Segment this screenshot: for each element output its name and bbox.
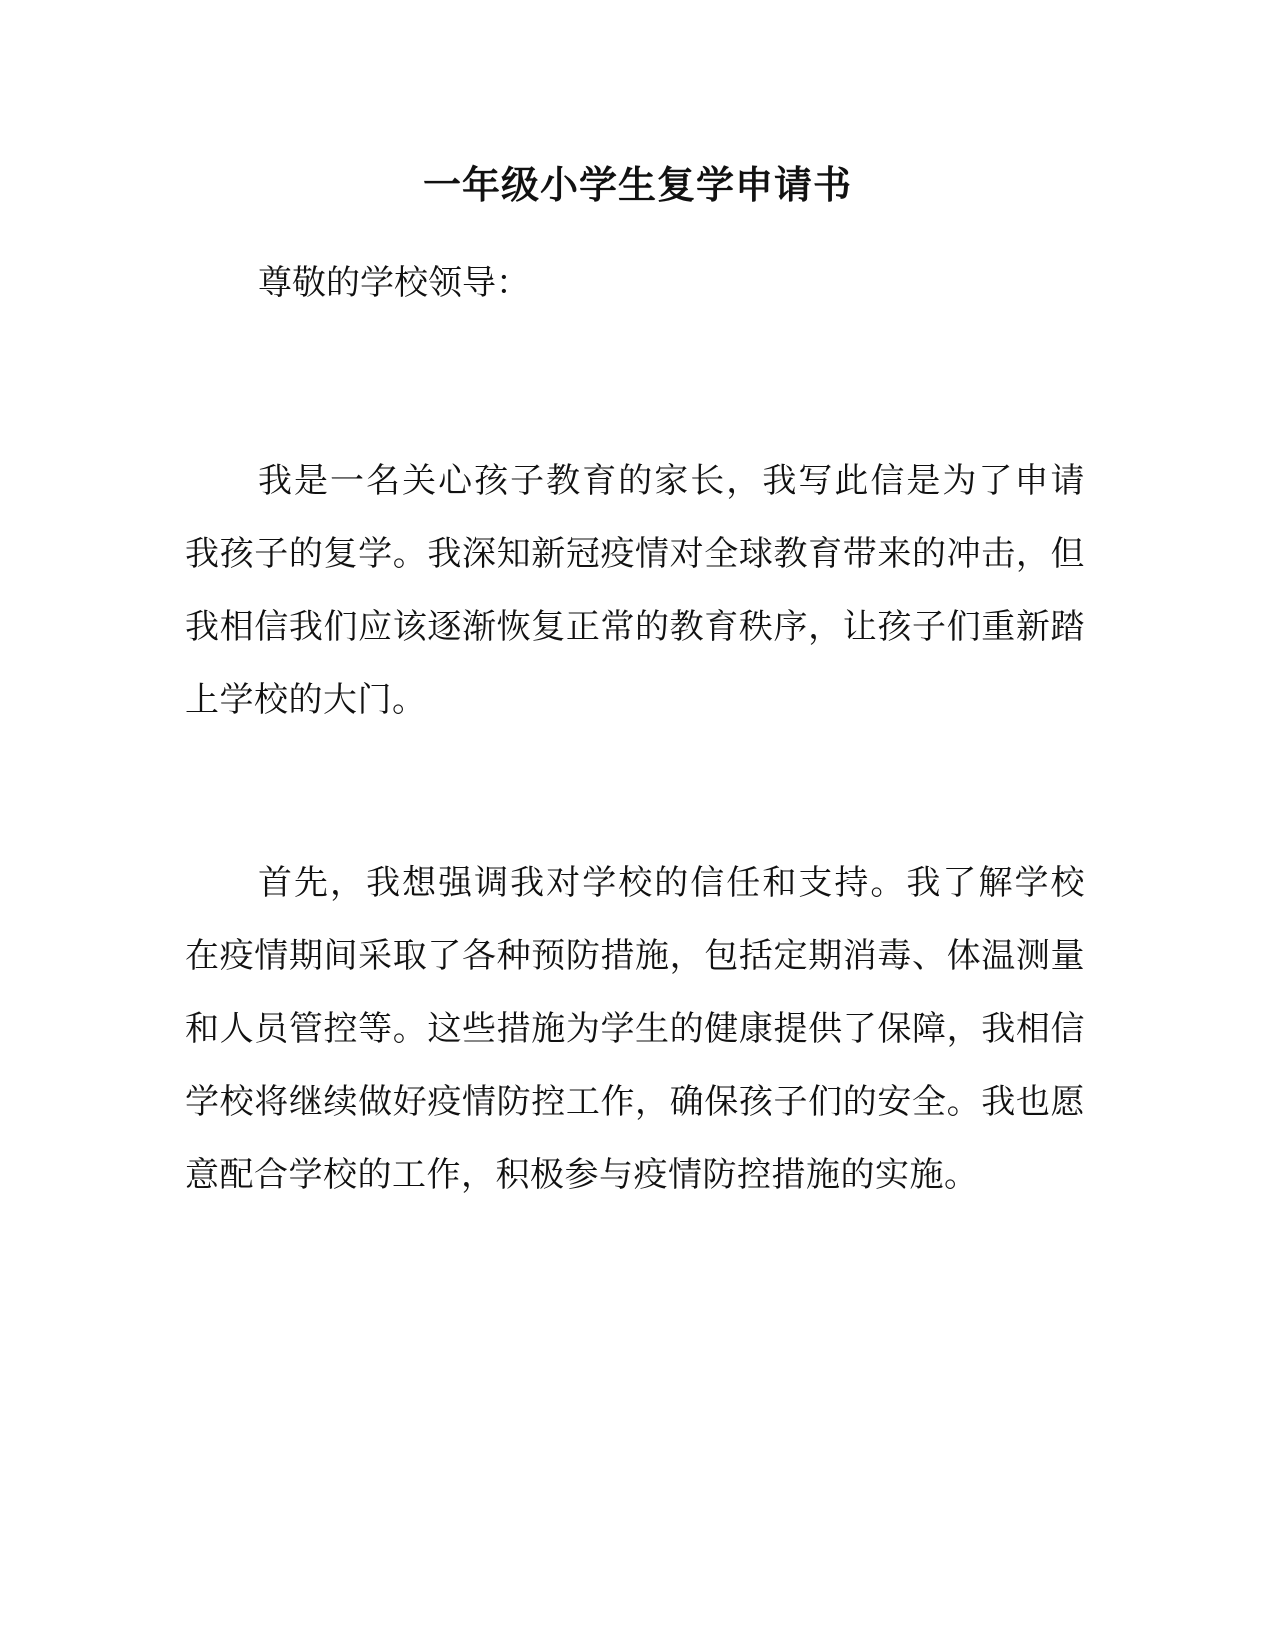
salutation: 尊敬的学校领导： <box>258 263 530 303</box>
paragraph-2: 首先，我想强调我对学校的信任和支持。我了解学校在疫情期间采取了各种预防措施，包括定期消毒、体温测量和人员管控等。这些措施为学生的健康提供了保障，我相信学校将继续做好疫情防控工作，确保孩子们的安全。我也愿意配合学校的工作，积极参与疫情防控措施的实施。 <box>185 863 1085 1195</box>
document-title: 一年级小学生复学申请书 <box>422 163 852 207</box>
paragraph-1: 我是一名关心孩子教育的家长，我写此信是为了申请我孩子的复学。我深知新冠疫情对全球教育带来的冲击，但我相信我们应该逐渐恢复正常的教育秩序，让孩子们重新踏上学校的大门。 <box>185 461 1085 720</box>
